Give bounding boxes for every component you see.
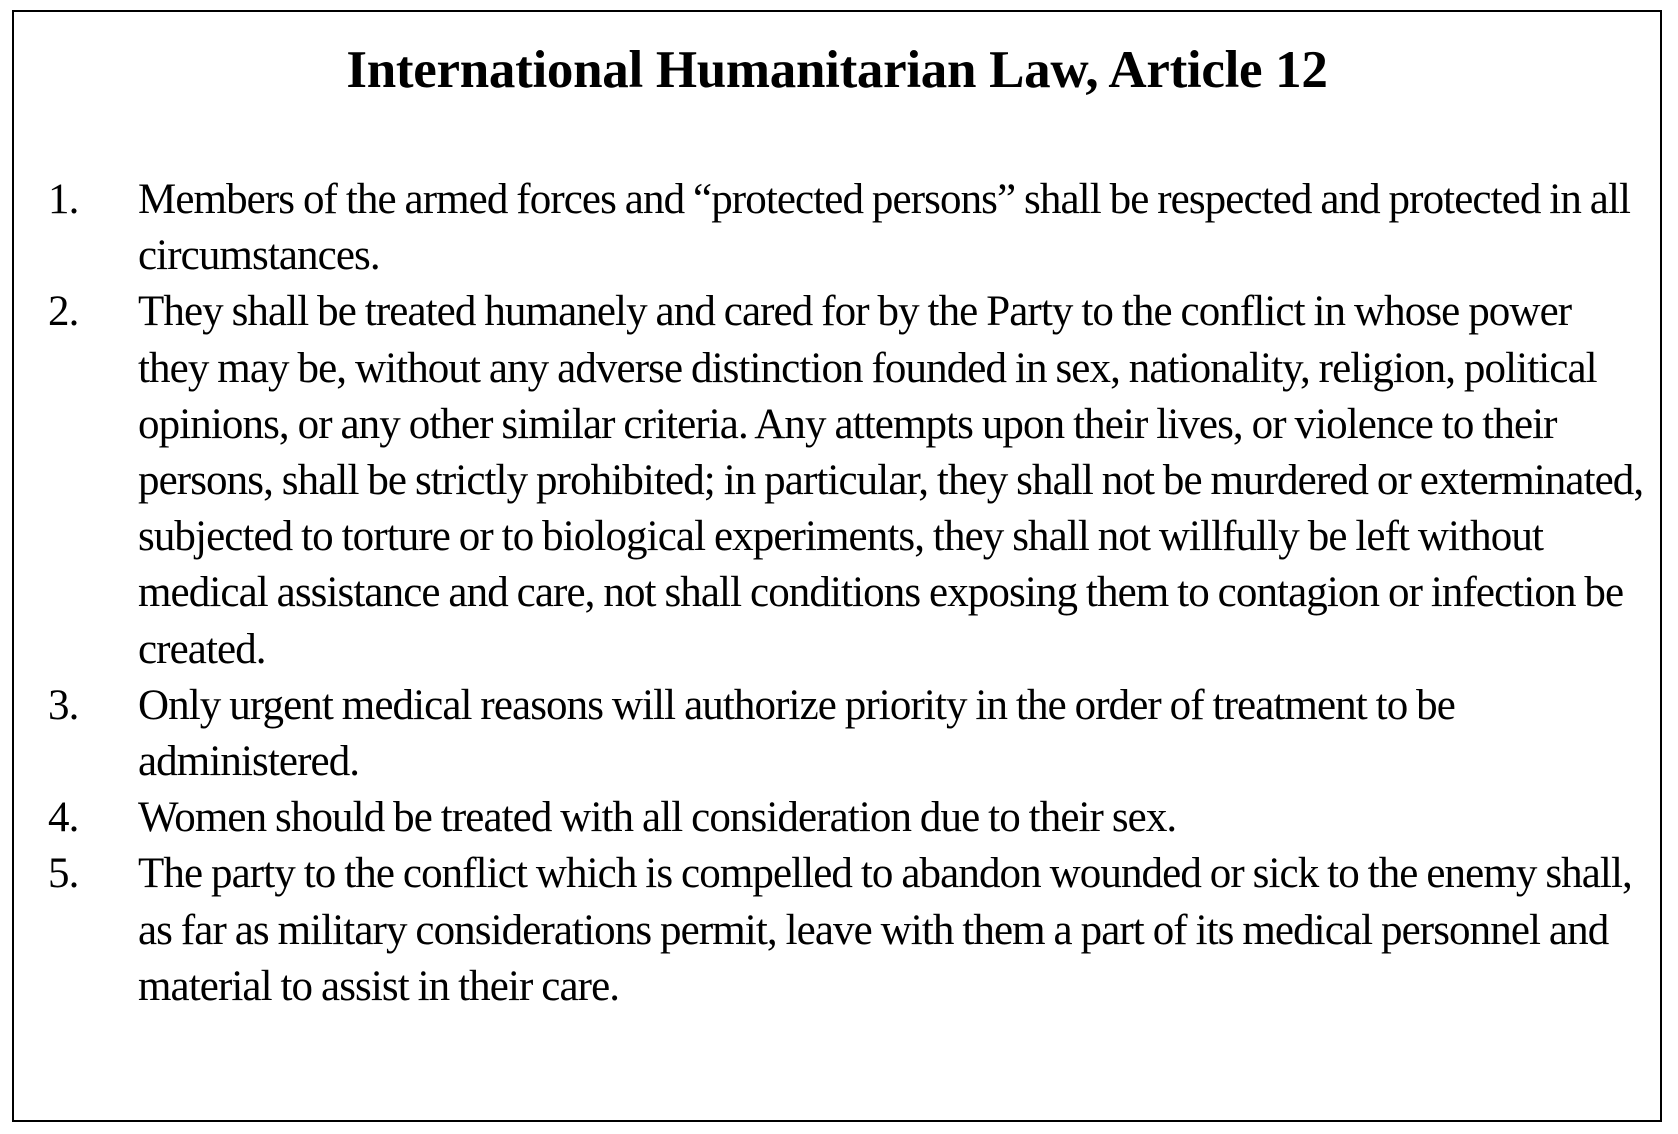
item-text: Women should be treated with all consideration due to their sex. <box>138 794 1177 842</box>
item-number: 4. <box>48 794 79 842</box>
item-number: 2. <box>48 288 79 336</box>
document-title: International Humanitarian Law, Article 12 <box>346 41 1328 99</box>
item-text: Members of the armed forces and “protected persons” shall be respected and protected in all circumstances. <box>138 176 1631 280</box>
list-item <box>14 678 1644 790</box>
document-frame <box>12 10 1662 1122</box>
item-number: 5. <box>48 850 79 898</box>
item-number: 3. <box>48 681 79 729</box>
list-item <box>14 846 1644 1015</box>
article-list <box>14 172 1644 1015</box>
list-item <box>14 284 1644 677</box>
list-item <box>14 172 1644 284</box>
item-text: The party to the conflict which is compelled to abandon wounded or sick to the enemy shall, as far as military considerations permit, leave with them a part of its medical personnel and material to assist in their care. <box>138 850 1632 1010</box>
item-text: They shall be treated humanely and cared for by the Party to the conflict in whose power they may be, without any adverse distinction founded in sex, nationality, religion, political opinions, or any other similar criteria. Any attempts upon their lives, or violence to their persons, shall be strictly prohibited; in particular, they shall not be murdered or exterminated, subjected to torture or to biological experiments, they shall not willfully be left without medical assistance and care, not shall conditions exposing them to contagion or infection be created. <box>138 288 1644 673</box>
item-text: Only urgent medical reasons will authorize priority in the order of treatment to be administered. <box>138 681 1455 786</box>
item-number: 1. <box>48 176 79 223</box>
list-item <box>14 790 1644 846</box>
